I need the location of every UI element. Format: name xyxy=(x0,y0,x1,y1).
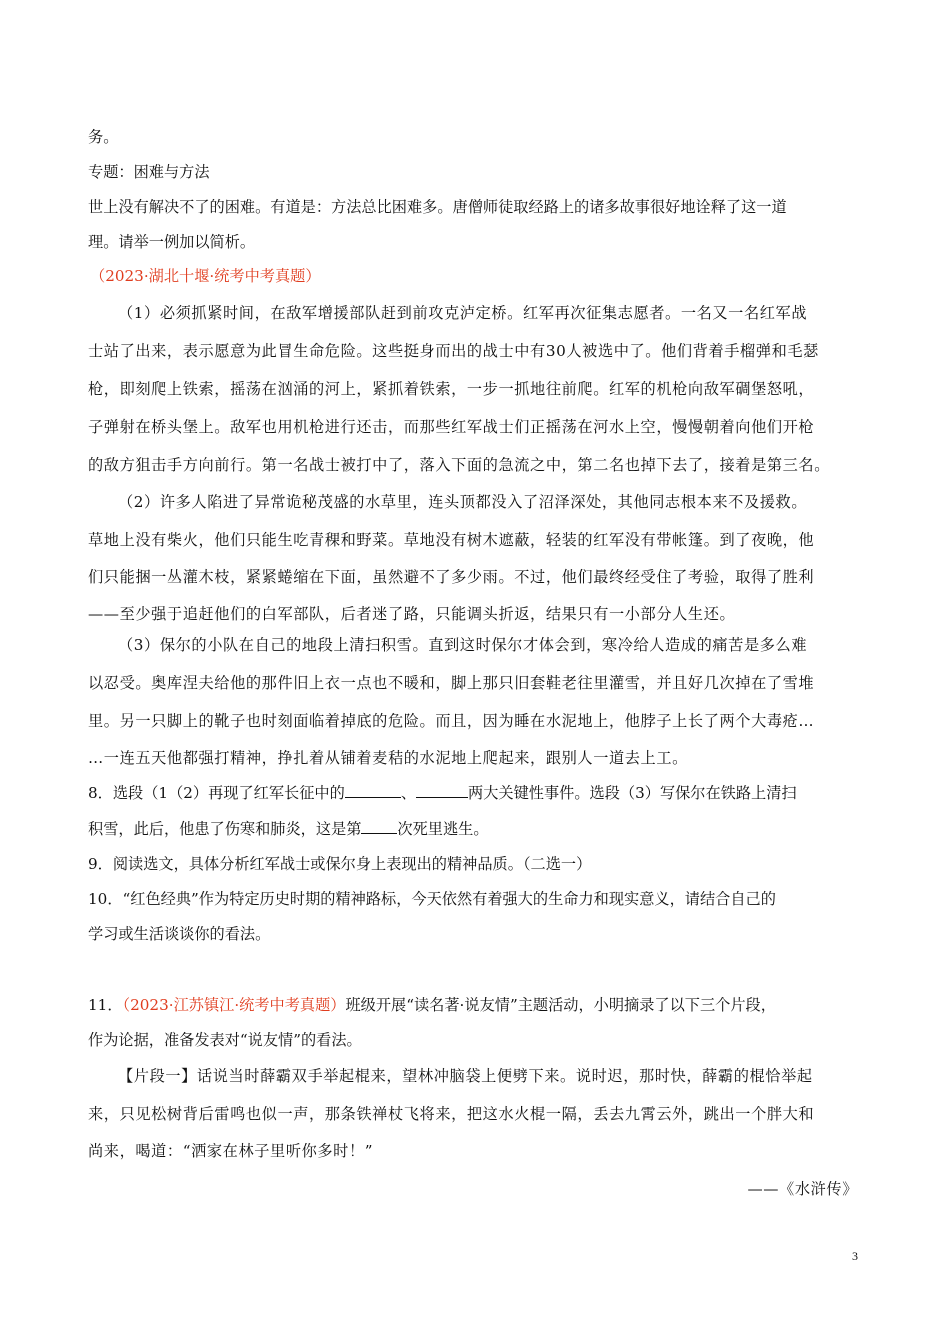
passage-line: （1）必须抓紧时间，在敌军增援部队赶到前攻克泸定桥。红军再次征集志愿者。一名又一名红军战 xyxy=(118,304,808,322)
passage-line: 草地上没有柴火，他们只能生吃青稞和野菜。草地没有树木遮蔽，轻装的红军没有带帐篷。到了夜晚，他 xyxy=(88,531,815,549)
text-line: 务。 xyxy=(88,128,119,146)
passage-line: 枪，即刻爬上铁索，摇荡在汹涌的河上，紧抓着铁索，一步一抓地往前爬。红军的机枪向敌军碉堡怒吼， xyxy=(88,380,815,398)
question-8 xyxy=(88,783,797,803)
answer-blank[interactable] xyxy=(361,819,397,834)
question-text: 班级开展“读名著·说友情”主题活动，小明摘录了以下三个片段， xyxy=(345,996,776,1014)
question-text: 两大关键性事件。选段（3）写保尔在铁路上清扫 xyxy=(468,784,797,802)
excerpt-source: ——《水浒传》 xyxy=(747,1180,858,1198)
excerpt-line: 【片段一】话说当时薛霸双手举起棍来，望林冲脑袋上便劈下来。说时迟，那时快，薛霸的棍恰举起 xyxy=(118,1067,813,1085)
passage-line: （2）许多人陷进了异常诡秘茂盛的水草里，连头顶都没入了沼泽深处，其他同志根本来不及援救。 xyxy=(118,493,808,511)
passage-line: …一连五天他都强打精神，挣扎着从铺着麦秸的水泥地上爬起来，跟别人一道去上工。 xyxy=(88,749,688,767)
answer-blank[interactable] xyxy=(345,783,401,798)
question-text: 次死里逃生。 xyxy=(397,820,489,838)
question-number: 11． xyxy=(88,996,123,1014)
question-10-cont: 学习或生活谈谈你的看法。 xyxy=(88,925,271,943)
question-11-cont: 作为论据，准备发表对“说友情”的看法。 xyxy=(88,1031,362,1049)
text-line: 世上没有解决不了的困难。有道是：方法总比困难多。唐僧师徒取经路上的诸多故事很好地诠释了这一道 xyxy=(88,198,787,216)
separator: 、 xyxy=(400,784,416,802)
topic-heading: 专题：困难与方法 xyxy=(88,163,210,181)
excerpt-line: 来，只见松树背后雷鸣也似一声，那条铁禅杖飞将来，把这水火棍一隔，丢去九霄云外，跳出一个胖大和 xyxy=(88,1105,815,1123)
question-text: 积雪，此后，他患了伤寒和肺炎，这是第 xyxy=(88,820,362,838)
question-9: 9．阅读选文，具体分析红军战士或保尔身上表现出的精神品质。（二选一） xyxy=(88,855,592,873)
source-label: （2023·湖北十堰·统考中考真题） xyxy=(90,267,321,285)
question-8-cont xyxy=(88,819,489,839)
excerpt-line: 尚来，喝道：“洒家在林子里听你多时！” xyxy=(88,1142,374,1160)
text-line: 理。请举一例加以简析。 xyxy=(88,233,256,251)
passage-line: 里。另一只脚上的靴子也时刻面临着掉底的危险。而且，因为睡在水泥地上，他脖子上长了两个大毒疮… xyxy=(88,712,815,730)
question-11 xyxy=(88,995,776,1015)
passage-line: 们只能捆一丛灌木枝，紧紧蜷缩在下面，虽然避不了多少雨。不过，他们最终经受住了考验，取得了胜利 xyxy=(88,568,815,586)
source-label: （2023·江苏镇江·统考中考真题） xyxy=(122,996,346,1014)
passage-line: ——至少强于追赶他们的白军部队，后者迷了路，只能调头折返，结果只有一小部分人生还。 xyxy=(88,605,736,623)
page-number: 3 xyxy=(852,1249,858,1263)
answer-blank[interactable] xyxy=(416,783,468,798)
passage-line: 子弹射在桥头堡上。敌军也用机枪进行还击，而那些红军战士们正摇荡在河水上空，慢慢朝着向他们开枪 xyxy=(88,418,815,436)
question-10: 10．“红色经典”作为特定历史时期的精神路标，今天依然有着强大的生命力和现实意义，请结合自己的 xyxy=(88,890,776,908)
passage-line: 的敌方狙击手方向前行。第一名战士被打中了，落入下面的急流之中，第二名也掉下去了，接着是第三名。 xyxy=(88,456,831,474)
passage-line: 以忍受。奥库涅夫给他的那件旧上衣一点也不暖和，脚上那只旧套鞋老往里灌雪，并且好几次掉在了雪堆 xyxy=(88,674,815,692)
question-text: 8．选段（1（2）再现了红军长征中的 xyxy=(88,784,345,802)
passage-line: （3）保尔的小队在自己的地段上清扫积雪。直到这时保尔才体会到，寒冷给人造成的痛苦是多么难 xyxy=(118,636,808,654)
passage-line: 士站了出来，表示愿意为此冒生命危险。这些挺身而出的战士中有30人被选中了。他们背着手榴弹和毛瑟 xyxy=(88,342,819,360)
